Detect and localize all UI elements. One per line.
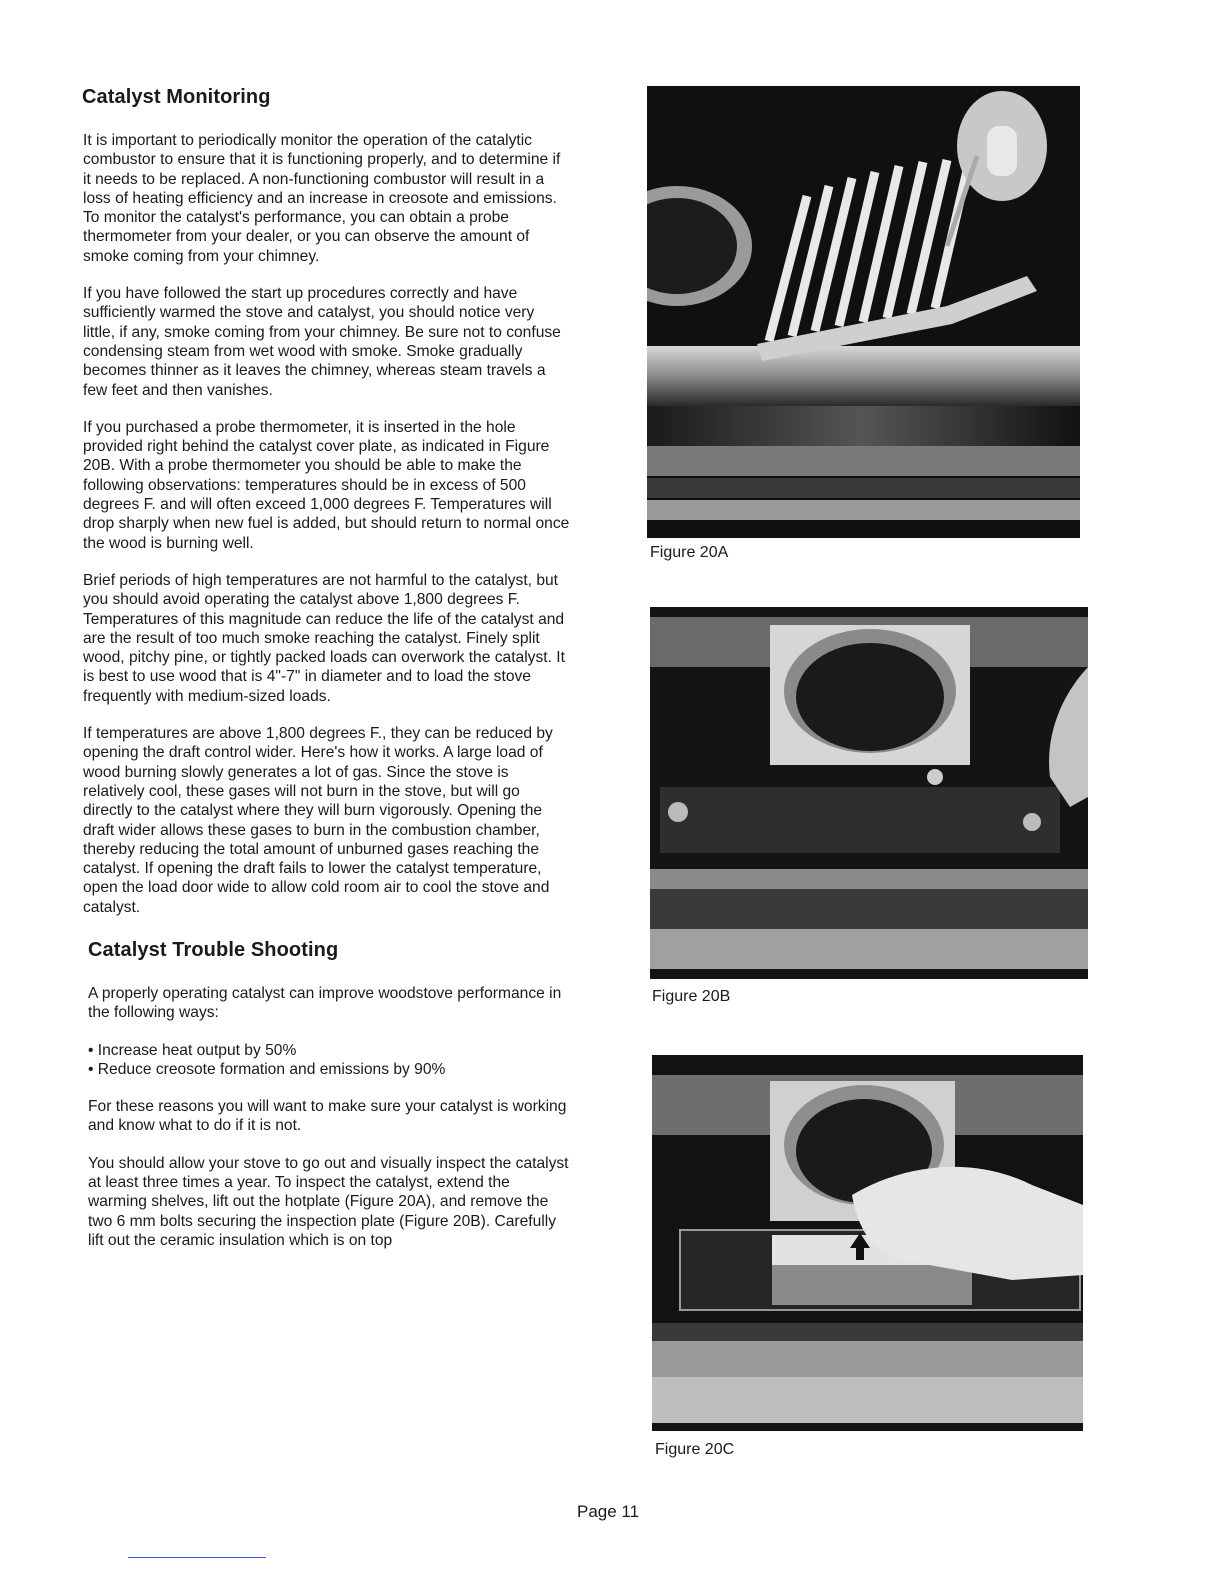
figure-20c-photo <box>652 1055 1083 1431</box>
monitoring-paragraph-4: Brief periods of high temperatures are not harmful to the catalyst, but you should avoid operating the catalyst above 1,800 degrees F. Temperatures of this magnitude can reduce the life of the catalyst and are the result of too much smoke reaching the catalyst. Finely split wood, pitchy pine, or tightly packed loads can overwork the catalyst. It is best to use wood that is 4"-7" in diameter and to load the stove frequently with medium-sized loads. <box>83 571 565 705</box>
catalyst-trouble-shooting-heading: Catalyst Trouble Shooting <box>88 938 339 961</box>
catalyst-monitoring-heading: Catalyst Monitoring <box>82 86 271 108</box>
figure-20b-caption: Figure 20B <box>652 988 731 1005</box>
monitoring-paragraph-5: If temperatures are above 1,800 degrees F., they can be reduced by opening the draft control wider. Here's how it works. A large load of wood burning slowly generates a lot of gas. Since the stove is relatively cool, these gases will not burn in the stove, but will go directly to the catalyst where they will burn vigorously. Opening the draft wider allows these gases to burn in the combustion chamber, thereby reducing the total amount of unburned gases reaching the catalyst. If opening the draft fails to lower the catalyst temperature, open the load door wide to allow cold room air to cool the stove and catalyst. <box>83 725 553 916</box>
list-item: • Reduce creosote formation and emissions by 90% <box>88 1060 570 1079</box>
monitoring-paragraph-1: It is important to periodically monitor the operation of the catalytic combustor to ensure that it is functioning properly, and to determine if it needs to be replaced. A non-functioning combustor will result in a loss of heating efficiency and an increase in creosote and emissions. To monitor the catalyst's performance, you can obtain a probe thermometer from your dealer, or you can observe the amount of smoke coming from your chimney. <box>83 132 561 265</box>
troubleshooting-intro: A properly operating catalyst can improve woodstove performance in the following ways: <box>88 984 562 1022</box>
list-item: • Increase heat output by 50% <box>88 1041 570 1060</box>
figure-20a-photo <box>647 86 1080 538</box>
text-column <box>80 86 570 1268</box>
monitoring-paragraph-3: If you purchased a probe thermometer, it is inserted in the hole provided right behind the catalyst cover plate, as indicated in Figure 20B. With a probe thermometer you should be able to make the following observations: temperatures should be in excess of 500 degrees F. and will often exceed 1,000 degrees F. Temperatures will drop sharply when new fuel is added, but should return to normal once the wood is burning well. <box>83 418 570 552</box>
figure-20b-photo <box>650 607 1088 979</box>
benefits-list <box>88 1041 570 1080</box>
figure-20c-caption: Figure 20C <box>655 1441 735 1458</box>
figure-20a-caption: Figure 20A <box>650 544 729 561</box>
troubleshooting-paragraph-1: For these reasons you will want to make sure your catalyst is working and know what to do if it is not. <box>88 1098 567 1135</box>
monitoring-paragraph-2: If you have followed the start up procedures correctly and have sufficiently warmed the stove and catalyst, you should notice very little, if any, smoke coming from your chimney. Be sure not to confuse condensing steam from wet wood with smoke. Smoke gradually becomes thinner as it leaves the chimney, whereas steam travels a few feet and then vanishes. <box>83 285 561 399</box>
page-number: Page 11 <box>577 1502 640 1521</box>
footer-rule <box>128 1557 266 1558</box>
troubleshooting-paragraph-2: You should allow your stove to go out and visually inspect the catalyst at least three times a year. To inspect the catalyst, extend the warming shelves, lift out the hotplate (Figure 20A), and remove the two 6 mm bolts securing the inspection plate (Figure 20B). Carefully lift out the ceramic insulation which is on top <box>88 1154 569 1249</box>
